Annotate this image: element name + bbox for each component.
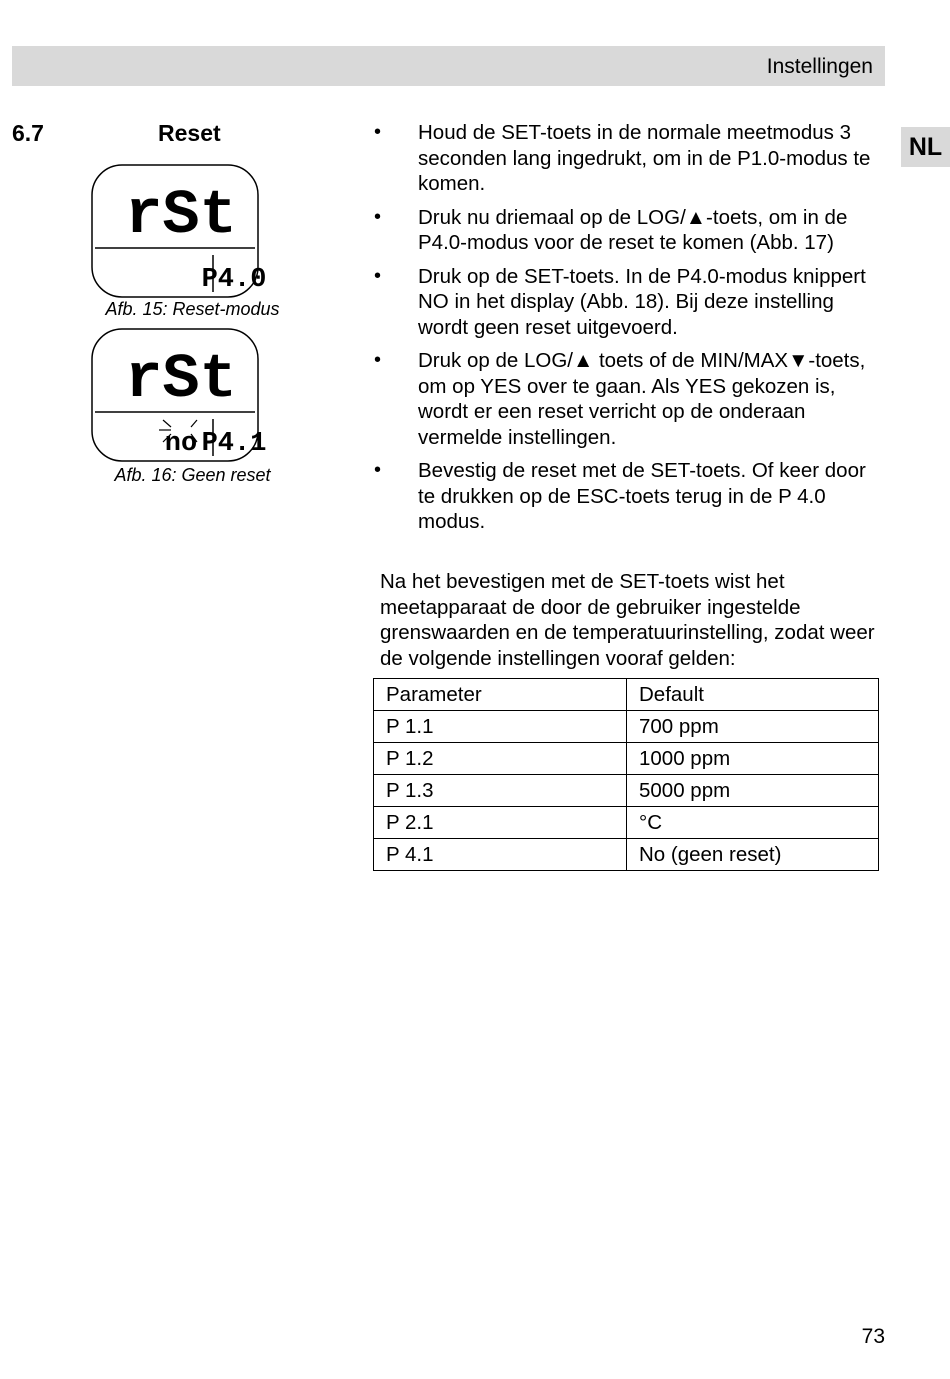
list-item: • Druk op de SET-toets. In de P4.0-modus knippert NO in het display (Abb. 18). Bij deze instelling wordt geen reset uitgevoerd. [374,264,866,339]
bullet-icon: • [374,349,382,371]
list-item: • Druk op de LOG/▲ toets of de MIN/MAX▼-toets, om op YES over te gaan. Als YES gekozen is, wordt er een reset verricht op de onderaan vermelde instellingen. [374,349,866,449]
section-title: Reset [158,120,221,146]
table-cell: P 4.1 [374,839,627,871]
table-row [374,839,879,871]
lcd-main-text: rSt [125,180,237,251]
instruction-list [374,120,879,543]
body-paragraph: Na het bevestigen met de SET-toets wist het meetapparaat de door de gebruiker ingestelde grenswaarden en de temperatuurinstelling, zodat weer de volgende instellingen vooraf gelden: [380,570,875,670]
table-row [374,807,879,839]
table-cell: 700 ppm [627,711,879,743]
lcd-option-text: no [164,429,198,459]
table-row [374,711,879,743]
lcd-sub-text: P4.0 [201,265,267,295]
table-row [374,775,879,807]
bullet-icon: • [374,459,382,481]
table-cell: P 1.2 [374,743,627,775]
table-cell: P 2.1 [374,807,627,839]
table-cell: °C [627,807,879,839]
column-header-parameter: Parameter [374,679,627,711]
table-row [374,743,879,775]
bullet-icon: • [374,264,382,287]
list-item: • Bevestig de reset met de SET-toets. Of keer door te drukken op de ESC-toets terug in de P 4.0 modus. [374,459,866,533]
lcd-sub-text: P4.1 [201,429,267,459]
figure-caption: Afb. 15: Reset-modus [105,299,280,319]
lcd-main-text: rSt [125,344,237,415]
bullet-icon: • [374,205,382,228]
header-title: Instellingen [766,55,873,78]
list-item: • Houd de SET-toets in de normale meetmodus 3 seconden lang ingedrukt, om in de P1.0-modus te komen. [374,121,871,195]
lcd-display-reset-mode [91,164,267,298]
table-cell: P 1.3 [374,775,627,807]
running-header [12,46,885,86]
lcd-display-no-reset [91,328,267,462]
bullet-icon: • [374,121,382,143]
column-header-default: Default [627,679,879,711]
table-header-row [374,679,879,711]
section-number: 6.7 [12,120,44,146]
table-cell: P 1.1 [374,711,627,743]
table-cell: No (geen reset) [627,839,879,871]
figure-caption: Afb. 16: Geen reset [114,465,271,485]
language-tab: NL [901,127,950,167]
list-item: • Druk nu driemaal op de LOG/▲-toets, om in de P4.0-modus voor de reset te komen (Abb. 17) [374,205,848,254]
table-cell: 1000 ppm [627,743,879,775]
table-cell: 5000 ppm [627,775,879,807]
defaults-table [373,678,879,871]
page-number: 73 [861,1325,885,1348]
